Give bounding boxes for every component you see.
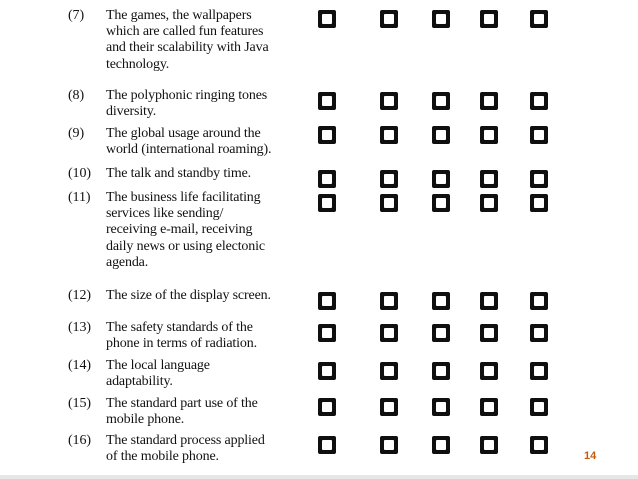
rating-checkbox-2[interactable] <box>380 126 398 144</box>
question-text-line: world (international roaming). <box>106 142 272 158</box>
rating-checkbox-4[interactable] <box>480 194 498 212</box>
rating-checkbox-5[interactable] <box>530 10 548 28</box>
question-number: (15) <box>68 396 91 411</box>
question-text <box>106 166 316 182</box>
rating-checkbox-2[interactable] <box>380 194 398 212</box>
rating-checkbox-4[interactable] <box>480 398 498 416</box>
question-text-line: The local language <box>106 358 210 373</box>
rating-checkbox-2[interactable] <box>380 362 398 380</box>
rating-checkbox-1[interactable] <box>318 170 336 188</box>
question-number: (13) <box>68 320 91 335</box>
question-number: (16) <box>68 433 91 448</box>
question-text-line: The polyphonic ringing tones <box>106 88 268 103</box>
footer-line <box>0 475 638 479</box>
question-number: (12) <box>68 288 91 303</box>
rating-checkbox-3[interactable] <box>432 362 450 380</box>
rating-checkbox-1[interactable] <box>318 324 336 342</box>
rating-checkbox-4[interactable] <box>480 292 498 310</box>
rating-checkbox-1[interactable] <box>318 436 336 454</box>
question-text-line: The standard part use of the <box>106 396 258 411</box>
question-number: (14) <box>68 358 91 373</box>
rating-checkbox-5[interactable] <box>530 324 548 342</box>
rating-checkbox-4[interactable] <box>480 324 498 342</box>
rating-checkbox-3[interactable] <box>432 170 450 188</box>
rating-checkbox-2[interactable] <box>380 170 398 188</box>
rating-checkbox-3[interactable] <box>432 92 450 110</box>
rating-checkbox-3[interactable] <box>432 324 450 342</box>
rating-checkbox-4[interactable] <box>480 10 498 28</box>
question-text <box>106 320 316 352</box>
question-text-line: The talk and standby time. <box>106 166 252 181</box>
rating-checkbox-4[interactable] <box>480 170 498 188</box>
question-text-line: agenda. <box>106 254 149 270</box>
question-number: (11) <box>68 190 91 205</box>
rating-checkbox-3[interactable] <box>432 292 450 310</box>
question-text-line: of the mobile phone. <box>106 449 219 465</box>
rating-checkbox-3[interactable] <box>432 194 450 212</box>
question-number: (8) <box>68 88 85 103</box>
question-text-line: which are called fun features <box>106 24 264 40</box>
rating-checkbox-1[interactable] <box>318 92 336 110</box>
question-text-line: The business life facilitating <box>106 190 261 205</box>
rating-checkbox-3[interactable] <box>432 10 450 28</box>
rating-checkbox-3[interactable] <box>432 126 450 144</box>
rating-checkbox-3[interactable] <box>432 398 450 416</box>
question-text <box>106 288 316 304</box>
rating-checkbox-3[interactable] <box>432 436 450 454</box>
rating-checkbox-5[interactable] <box>530 92 548 110</box>
rating-checkbox-2[interactable] <box>380 436 398 454</box>
rating-checkbox-4[interactable] <box>480 362 498 380</box>
rating-checkbox-1[interactable] <box>318 194 336 212</box>
question-text-line: daily news or using electonic <box>106 238 265 254</box>
rating-checkbox-1[interactable] <box>318 126 336 144</box>
question-text-line: The safety standards of the <box>106 320 253 335</box>
rating-checkbox-5[interactable] <box>530 398 548 416</box>
question-text-line: The games, the wallpapers <box>106 8 252 23</box>
rating-checkbox-5[interactable] <box>530 194 548 212</box>
question-text <box>106 126 316 158</box>
rating-checkbox-2[interactable] <box>380 10 398 28</box>
question-text-line: adaptability. <box>106 374 173 390</box>
question-text-line: diversity. <box>106 104 157 120</box>
question-text <box>106 433 316 465</box>
rating-checkbox-4[interactable] <box>480 126 498 144</box>
question-number: (9) <box>68 126 85 141</box>
rating-checkbox-1[interactable] <box>318 398 336 416</box>
rating-checkbox-5[interactable] <box>530 362 548 380</box>
question-text <box>106 8 316 73</box>
question-number: (10) <box>68 166 91 181</box>
rating-checkbox-1[interactable] <box>318 292 336 310</box>
question-text-line: The global usage around the <box>106 126 261 141</box>
rating-checkbox-2[interactable] <box>380 292 398 310</box>
rating-checkbox-2[interactable] <box>380 324 398 342</box>
question-text <box>106 190 316 271</box>
rating-checkbox-1[interactable] <box>318 362 336 380</box>
question-text <box>106 358 316 390</box>
question-text <box>106 396 316 428</box>
question-text-line: services like sending/ <box>106 206 224 222</box>
rating-checkbox-2[interactable] <box>380 398 398 416</box>
question-text-line: and their scalability with Java <box>106 40 269 56</box>
question-text-line: mobile phone. <box>106 412 185 428</box>
question-text-line: technology. <box>106 56 170 72</box>
rating-checkbox-5[interactable] <box>530 170 548 188</box>
rating-checkbox-2[interactable] <box>380 92 398 110</box>
question-text-line: The size of the display screen. <box>106 288 271 303</box>
rating-checkbox-4[interactable] <box>480 92 498 110</box>
rating-checkbox-4[interactable] <box>480 436 498 454</box>
question-text <box>106 88 316 120</box>
rating-checkbox-5[interactable] <box>530 436 548 454</box>
question-text-line: phone in terms of radiation. <box>106 336 257 352</box>
question-text-line: The standard process applied <box>106 433 265 448</box>
rating-checkbox-5[interactable] <box>530 292 548 310</box>
question-number: (7) <box>68 8 85 23</box>
page-number: 14 <box>584 450 597 462</box>
rating-checkbox-5[interactable] <box>530 126 548 144</box>
question-text-line: receiving e-mail, receiving <box>106 222 253 238</box>
rating-checkbox-1[interactable] <box>318 10 336 28</box>
